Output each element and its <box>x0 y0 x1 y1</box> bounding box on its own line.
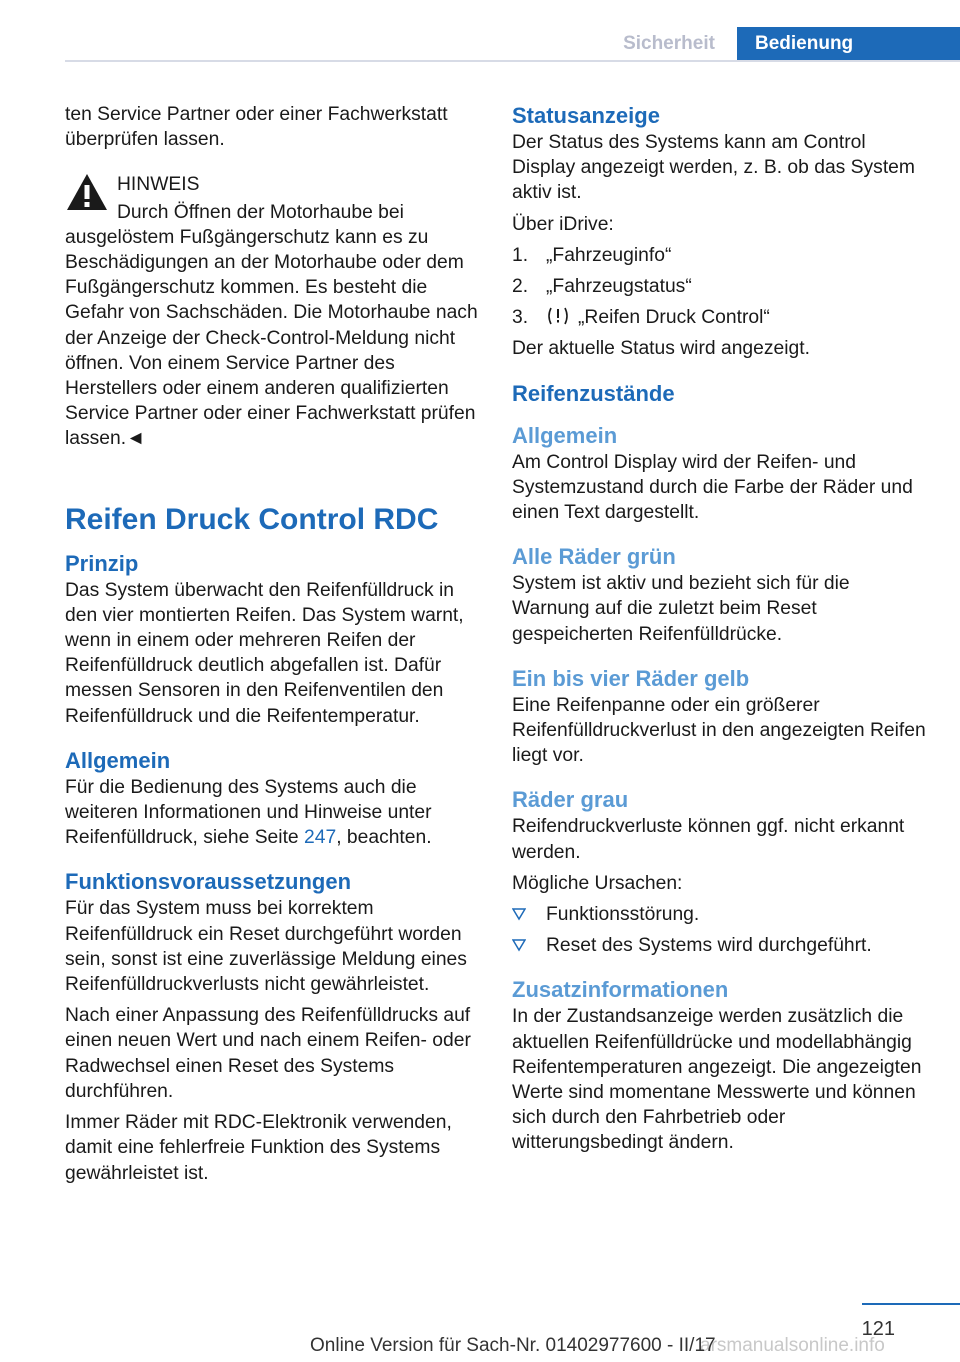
tire-pressure-icon <box>546 306 570 326</box>
heading-prinzip: Prinzip <box>65 550 139 576</box>
heading-grau: Räder grau <box>512 787 629 813</box>
gruen-body: System ist aktiv und bezieht sich für die Warnung auf die zuletzt beim Reset gespeicherten Reifenfülldrücke. <box>512 573 850 645</box>
online-version-text: Online Version für Sach-Nr. 01402977600 - II/17 <box>310 1335 716 1356</box>
funktion-p1: Für das System muss bei korrektem Reifenfülldruck ein Reset durchgeführt worden sein, sonst ist eine zuverlässige Meldung eines Reifenfülldruckverlusts nicht gewährleistet. <box>65 898 467 996</box>
heading-allgemein: Allgemein <box>65 747 171 773</box>
watermark: arsmanualsonline.info <box>700 1335 885 1356</box>
left-column <box>65 102 485 1192</box>
notice-box <box>65 172 485 197</box>
step-item: 1. „Fahrzeuginfo“ <box>512 244 672 266</box>
intro-text: ten Service Partner oder einer Fachwerkstatt überprüfen lassen. <box>65 104 448 151</box>
page-link[interactable]: 247 <box>304 827 337 849</box>
header-rule <box>65 60 960 62</box>
prinzip-body: Das System überwacht den Reifenfülldruck in den vier montierten Reifen. Das System warnt, wenn in einem oder mehreren Reifen der Reifenfülldruck deutlich abgefallen ist. Dafür messen Sensoren in den Reifenventilen den Reifenfülldruck und die Reifentemperatur. <box>65 579 464 727</box>
notice-title: HINWEIS <box>117 174 200 196</box>
heading-gruen: Alle Räder grün <box>512 544 676 570</box>
zusatz-body: In der Zustandsanzeige werden zusätzlich die aktuellen Reifenfülldrücke und modellabhängig Reifentemperaturen angezeigt. Die angezeigten Werte sind momentane Messwerte und können sich durch den Fahrbetrieb oder witterungsbedingt ändern. <box>512 1006 922 1154</box>
step-item: 2. „Fahrzeugstatus“ <box>512 276 692 298</box>
warning-triangle-icon <box>65 172 109 212</box>
heading-funktionsvoraussetzungen: Funktionsvoraussetzungen <box>65 869 352 895</box>
heading-zusatzinformationen: Zusatzinformationen <box>512 977 729 1003</box>
list-item: Funktionsstörung. <box>512 902 932 927</box>
triangle-bullet-icon <box>512 938 526 952</box>
ursachen-list <box>512 902 932 958</box>
heading-gelb: Ein bis vier Räder gelb <box>512 665 750 691</box>
heading-allgemein-right: Allgemein <box>512 422 618 448</box>
allgemein-right-body: Am Control Display wird der Reifen- und Systemzustand durch die Farbe der Räder und einen Text dargestellt. <box>512 451 913 524</box>
status-after: Der aktuelle Status wird angezeigt. <box>512 338 810 360</box>
gelb-body: Eine Reifenpanne oder ein größerer Reifenfülldruckverlust in den angezeigten Reifen liegt vor. <box>512 694 926 767</box>
idrive-steps <box>512 243 932 331</box>
step-item: 3. „Reifen Druck Control“ <box>512 307 770 329</box>
allgemein-body: Für die Bedienung des Systems auch die weiteren Informationen und Hinweise unter Reifenfülldruck, siehe Seite 247, beachten. <box>65 776 432 849</box>
list-item: Reset des Systems wird durchgeführt. <box>512 933 932 958</box>
ursachen-label: Mögliche Ursachen: <box>512 872 683 894</box>
section-title-rdc: Reifen Druck Control RDC <box>65 502 439 536</box>
notice-body: Durch Öffnen der Motorhaube bei ausgelöstem Fußgängerschutz kann es zu Beschädigungen an der Motorhaube oder dem Fußgängerschutz kommen. Es besteht die Gefahr von Sachschäden. Die Motorhaube nach der Anzeige der Check-Control-Meldung nicht öffnen. Von einem Service Partner des Herstellers oder einem anderen qualifizierten Service Partner oder einer Fachwerkstatt prüfen lassen.◄ <box>65 201 478 450</box>
status-body: Der Status des Systems kann am Control Display angezeigt werden, z. B. ob das System aktiv ist. <box>512 132 915 204</box>
heading-reifenzustaende: Reifenzustände <box>512 380 675 406</box>
tab-bedienung[interactable]: Bedienung <box>737 27 960 62</box>
footer-rule <box>862 1303 960 1305</box>
page-number: 121 <box>861 1318 895 1340</box>
funktion-p3: Immer Räder mit RDC-Elektronik verwenden, damit eine fehlerfreie Funktion des Systems gewährleistet ist. <box>65 1112 452 1184</box>
tab-sicherheit[interactable]: Sicherheit <box>623 33 715 54</box>
idrive-label: Über iDrive: <box>512 213 614 235</box>
triangle-bullet-icon <box>512 907 526 921</box>
grau-body: Reifendruckverluste können ggf. nicht erkannt werden. <box>512 816 905 863</box>
funktion-p2: Nach einer Anpassung des Reifenfülldrucks auf einen neuen Wert und nach einem Reifen- oder Radwechsel einen Reset des Systems durchführen. <box>65 1005 471 1102</box>
heading-statusanzeige: Statusanzeige <box>512 103 660 128</box>
right-column <box>512 102 932 1162</box>
